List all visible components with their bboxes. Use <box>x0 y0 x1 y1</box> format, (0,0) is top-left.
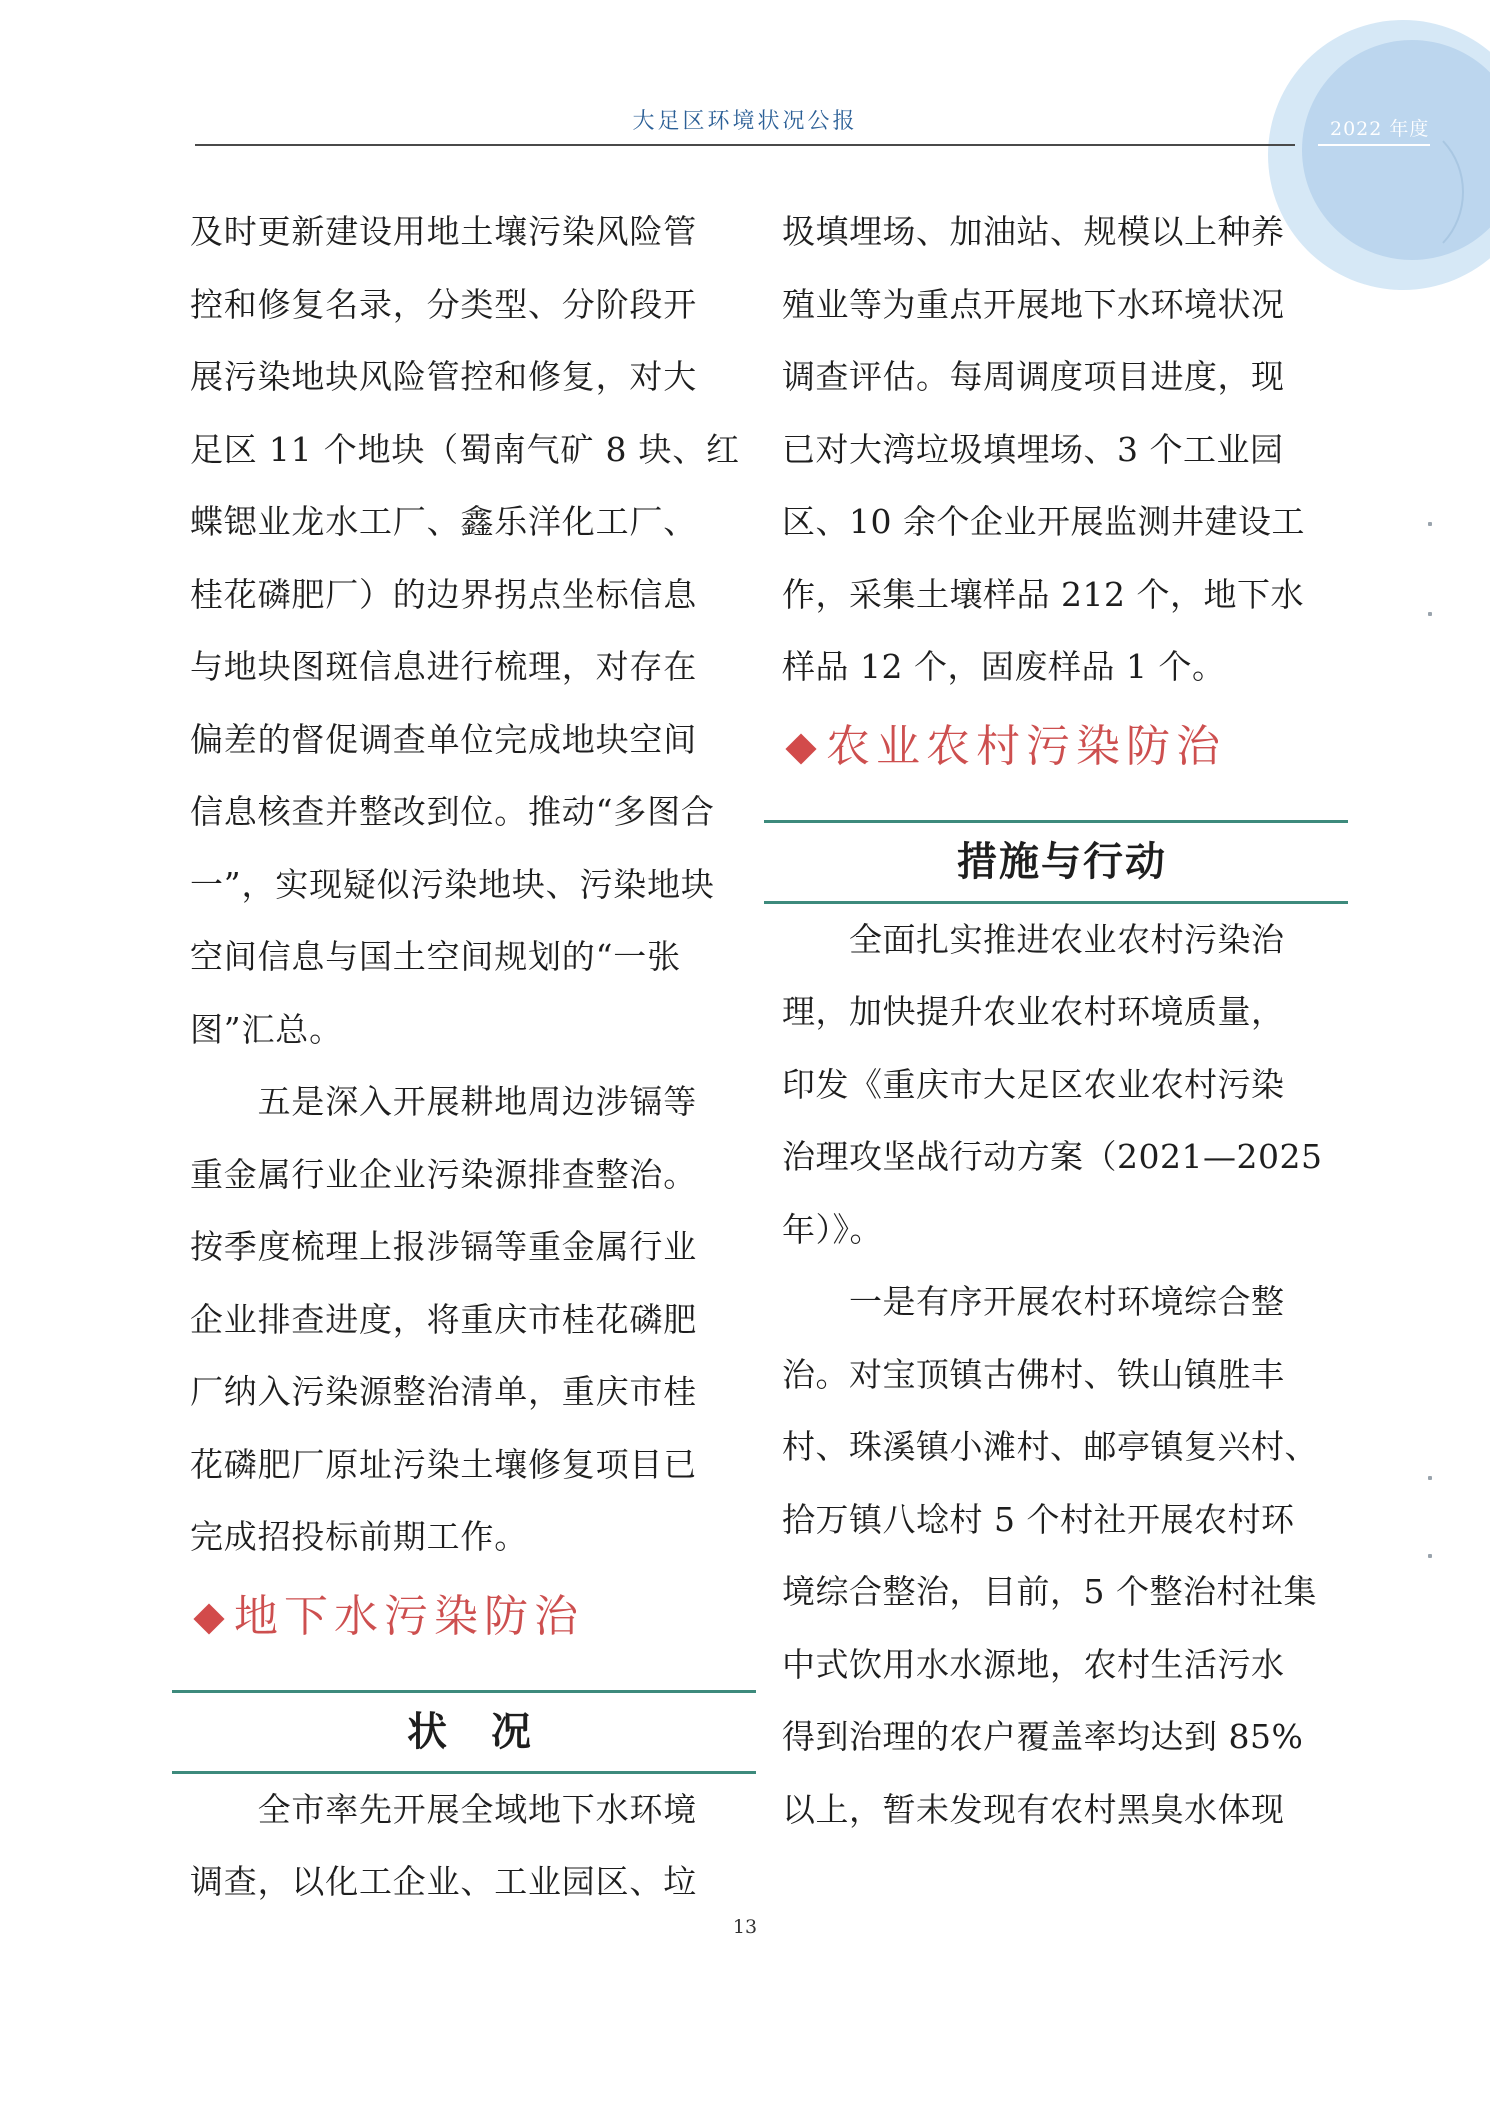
text-line: 理，加快提升农业农村环境质量， <box>782 992 1285 1031</box>
text-line: 偏差的督促调查单位完成地块空间 <box>190 719 697 759</box>
text-line: 已对大湾垃圾填埋场、3 个工业园 <box>782 429 1284 469</box>
text-line: 花磷肥厂原址污染土壤修复项目已 <box>190 1444 697 1484</box>
section-heading-text: 农业农村污染防治 <box>826 720 1226 772</box>
text-line: 以上，暂未发现有农村黑臭水体现 <box>782 1789 1285 1829</box>
scan-speck <box>1428 522 1432 526</box>
scan-speck <box>1428 1476 1432 1480</box>
section-heading-groundwater <box>190 1574 750 1660</box>
page-number: 13 <box>732 1916 758 1938</box>
header-year-underline <box>1318 144 1430 146</box>
text-line: 桂花磷肥厂）的边界拐点坐标信息 <box>190 574 697 614</box>
section-heading-text: 地下水污染防治 <box>234 1590 584 1642</box>
text-line: 空间信息与国土空间规划的“一张 <box>190 937 681 976</box>
text-line: 境综合整治，目前，5 个整治村社集 <box>782 1572 1317 1611</box>
paragraph-agriculture-plan <box>782 904 1342 1267</box>
text-line: 调查，以化工企业、工业园区、垃 <box>190 1862 697 1901</box>
text-line: 样品 12 个，固废样品 1 个。 <box>782 647 1226 686</box>
heading-rule-bottom <box>764 901 1348 904</box>
text-line: 区、10 余个企业开展监测井建设工 <box>782 502 1305 541</box>
running-header-year: 2022 年度 <box>1330 118 1430 140</box>
diamond-bullet-icon <box>785 733 816 764</box>
text-line: 全市率先开展全域地下水环境 <box>190 1789 697 1829</box>
text-line: 印发《重庆市大足区农业农村污染 <box>782 1064 1285 1104</box>
heading-rule-bottom <box>172 1771 756 1774</box>
scan-speck <box>1428 1554 1432 1558</box>
scan-speck <box>1428 612 1432 616</box>
left-column <box>190 196 750 1919</box>
header-decoration-arc <box>1330 120 1464 264</box>
sub-heading-text: 状 况 <box>407 1707 533 1755</box>
sub-heading-status <box>190 1696 750 1768</box>
text-line: 得到治理的农户覆盖率均达到 85% <box>782 1717 1304 1756</box>
sub-heading-measures <box>782 826 1342 898</box>
paragraph-rural-environment <box>782 1266 1342 1846</box>
section-heading-agriculture <box>782 704 1342 790</box>
text-line: 五是深入开展耕地周边涉镉等 <box>190 1082 697 1121</box>
text-line: 与地块图斑信息进行梳理，对存在 <box>190 647 697 686</box>
text-line: 足区 11 个地块（蜀南气矿 8 块、红 <box>190 429 740 469</box>
paragraph-groundwater-survey <box>190 1774 750 1919</box>
text-line: 按季度梳理上报涉镉等重金属行业 <box>190 1227 697 1266</box>
right-column <box>782 196 1342 1846</box>
text-line: 殖业等为重点开展地下水环境状况 <box>782 284 1285 324</box>
text-line: 一是有序开展农村环境综合整 <box>782 1282 1285 1321</box>
text-line: 重金属行业企业污染源排查整治。 <box>190 1154 697 1194</box>
text-line: 村、珠溪镇小滩村、邮亭镇复兴村、 <box>782 1427 1318 1466</box>
paragraph-groundwater-continued <box>782 196 1342 704</box>
text-line: 企业排查进度，将重庆市桂花磷肥 <box>190 1299 697 1339</box>
paragraph-soil-risk-list <box>190 196 750 1066</box>
text-line: 调查评估。每周调度项目进度，现 <box>782 357 1285 396</box>
text-line: 圾填埋场、加油站、规模以上种养 <box>782 212 1285 251</box>
heading-rule-top <box>764 820 1348 823</box>
text-line: 展污染地块风险管控和修复，对大 <box>190 357 697 396</box>
text-line: 及时更新建设用地土壤污染风险管 <box>190 212 697 251</box>
text-line: 年）》。 <box>782 1209 883 1249</box>
text-line: 一”，实现疑似污染地块、污染地块 <box>190 864 715 904</box>
heading-rule-top <box>172 1690 756 1693</box>
text-line: 蝶锶业龙水工厂、鑫乐洋化工厂、 <box>190 502 697 541</box>
diamond-bullet-icon <box>193 1603 224 1634</box>
sub-heading-text: 措施与行动 <box>957 837 1167 885</box>
text-line: 完成招投标前期工作。 <box>190 1517 528 1556</box>
text-line: 中式饮用水水源地，农村生活污水 <box>782 1644 1285 1684</box>
text-line: 拾万镇八埝村 5 个村社开展农村环 <box>782 1499 1295 1539</box>
text-line: 作，采集土壤样品 212 个，地下水 <box>782 574 1304 614</box>
text-line: 全面扎实推进农业农村污染治 <box>782 919 1285 959</box>
text-line: 厂纳入污染源整治清单，重庆市桂 <box>190 1372 697 1411</box>
text-line: 治。对宝顶镇古佛村、铁山镇胜丰 <box>782 1354 1285 1394</box>
text-line: 图”汇总。 <box>190 1009 343 1049</box>
header-divider <box>195 144 1295 146</box>
text-line: 控和修复名录，分类型、分阶段开 <box>190 284 697 324</box>
paragraph-cadmium-investigation <box>190 1066 750 1574</box>
running-header-title: 大足区环境状况公报 <box>632 109 858 134</box>
text-line: 治理攻坚战行动方案（2021—2025 <box>782 1137 1323 1176</box>
text-line: 信息核查并整改到位。推动“多图合 <box>190 792 715 831</box>
